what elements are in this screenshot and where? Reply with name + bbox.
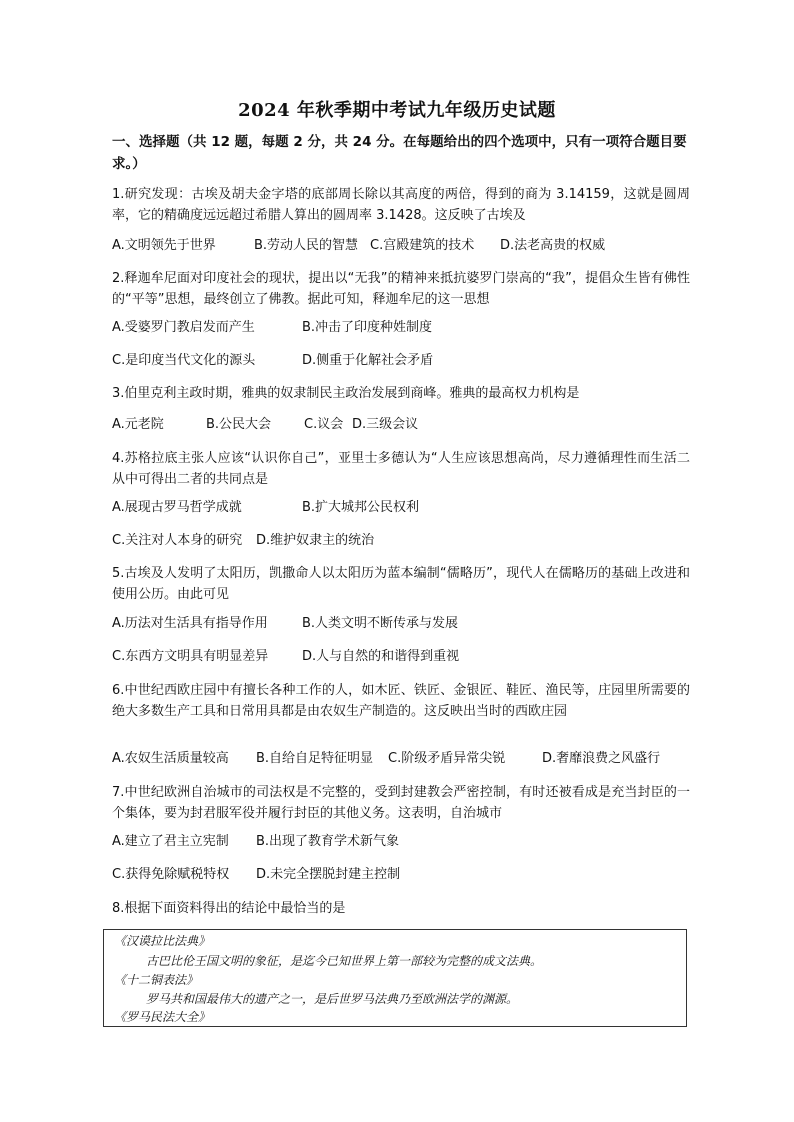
option-b[interactable]: B.冲击了印度种姓制度 [302, 320, 433, 335]
question-3-options [112, 415, 418, 435]
page-title: 2024 年秋季期中考试九年级历史试题 [238, 100, 556, 121]
question-7-stem: 7.中世纪欧洲自治城市的司法权是不完整的，受到封建教会严密控制，有时还被看成是充当封臣的一个集体，要为封君服军役并履行封臣的其他义务。这表明，自治城市 [112, 785, 690, 821]
option-b[interactable]: B.人类文明不断传承与发展 [302, 616, 459, 631]
option-b[interactable]: B.公民大会 [206, 417, 272, 432]
question-7-options-row1 [112, 832, 399, 852]
option-a[interactable]: A.建立了君主立宪制 [112, 834, 229, 849]
option-d[interactable]: D.侧重于化解社会矛盾 [302, 353, 434, 368]
option-c[interactable]: C.东西方文明具有明显差异 [112, 649, 269, 664]
source-title-1: 《汉谟拉比法典》 [114, 934, 211, 948]
question-6-stem: 6.中世纪西欧庄园中有擅长各种工作的人，如木匠、铁匠、金银匠、鞋匠、渔民等，庄园里所需要的绝大多数生产工具和日常用具都是由农奴生产制造的。这反映出当时的西欧庄园 [112, 683, 690, 719]
option-a[interactable]: A.展现古罗马哲学成就 [112, 500, 242, 515]
source-title-2: 《十二铜表法》 [114, 973, 199, 987]
source-desc-2: 罗马共和国最伟大的遗产之一，是后世罗马法典乃至欧洲法学的渊源。 [146, 992, 519, 1006]
option-c[interactable]: C.宫殿建筑的技术 [370, 238, 475, 253]
question-1-options [112, 236, 605, 256]
question-2-options-row1 [112, 318, 432, 338]
question-4-options-row1 [112, 498, 419, 518]
question-6-options [112, 749, 660, 769]
question-3-stem: 3.伯里克利主政时期，雅典的奴隶制民主政治发展到商峰。雅典的最高权力机构是 [112, 386, 580, 401]
section-heading: 一、选择题（共 12 题，每题 2 分，共 24 分。在每题给出的四个选项中，只有一项符合题目要求。） [112, 134, 687, 172]
question-5-options-row1 [112, 614, 458, 634]
option-d[interactable]: D.三级会议 [352, 417, 419, 432]
question-4-options-row2 [112, 531, 374, 551]
option-c[interactable]: C.阶级矛盾异常尖锐 [388, 751, 506, 766]
question-4-stem: 4.苏格拉底主张人应该“认识你自己”，亚里士多德认为“人生应该思想高尚，尽力遵循理性而生活二从中可得出二者的共同点是 [112, 451, 690, 487]
option-a[interactable]: A.受婆罗门教启发而产生 [112, 320, 255, 335]
option-a[interactable]: A.文明领先于世界 [112, 238, 216, 253]
option-a[interactable]: A.农奴生活质量较高 [112, 751, 229, 766]
source-title-3: 《罗马民法大全》 [114, 1010, 211, 1024]
question-1-stem: 1.研究发现：古埃及胡夫金字塔的底部周长除以其高度的两倍，得到的商为 3.14159，这就是圆周率，它的精确度远远超过希腊人算出的圆周率 3.1428。这反映了古埃及 [112, 187, 690, 223]
option-b[interactable]: B.扩大城邦公民权利 [302, 500, 420, 515]
question-2-stem: 2.释迦牟尼面对印度社会的现状，提出以“无我”的精神来抵抗婆罗门崇高的“我”，提倡众生皆有佛性的“平等”思想，最终创立了佛教。据此可知，释迦牟尼的这一思想 [112, 271, 690, 307]
source-desc-1: 古巴比伦王国文明的象征，是迄今已知世界上第一部较为完整的成文法典。 [146, 954, 543, 968]
option-d[interactable]: D.奢靡浪费之风盛行 [542, 751, 661, 766]
question-5-stem: 5.古埃及人发明了太阳历，凯撒命人以太阳历为蓝本编制“儒略历”，现代人在儒略历的基础上改进和使用公历。由此可见 [112, 566, 690, 602]
option-a[interactable]: A.元老院 [112, 417, 164, 432]
option-d[interactable]: D.人与自然的和谐得到重视 [302, 649, 460, 664]
option-c[interactable]: C.是印度当代文化的源头 [112, 353, 256, 368]
option-b[interactable]: B.出现了教育学术新气象 [256, 834, 400, 849]
question-2-options-row2 [112, 351, 433, 371]
option-b[interactable]: B.自给自足特征明显 [256, 751, 374, 766]
source-material-box [103, 929, 687, 1027]
option-a[interactable]: A.历法对生活具有指导作用 [112, 616, 268, 631]
option-d[interactable]: D.维护奴隶主的统治 [256, 533, 375, 548]
question-7-options-row2 [112, 865, 400, 885]
option-b[interactable]: B.劳动人民的智慧 [254, 238, 359, 253]
option-d[interactable]: D.法老高贵的权威 [500, 238, 606, 253]
option-c[interactable]: C.获得免除赋税特权 [112, 867, 230, 882]
option-d[interactable]: D.未完全摆脱封建主控制 [256, 867, 401, 882]
option-c[interactable]: C.关注对人本身的研究 [112, 533, 243, 548]
question-5-options-row2 [112, 647, 459, 667]
option-c[interactable]: C.议会 [304, 417, 344, 432]
question-8-stem: 8.根据下面资料得出的结论中最恰当的是 [112, 901, 346, 916]
